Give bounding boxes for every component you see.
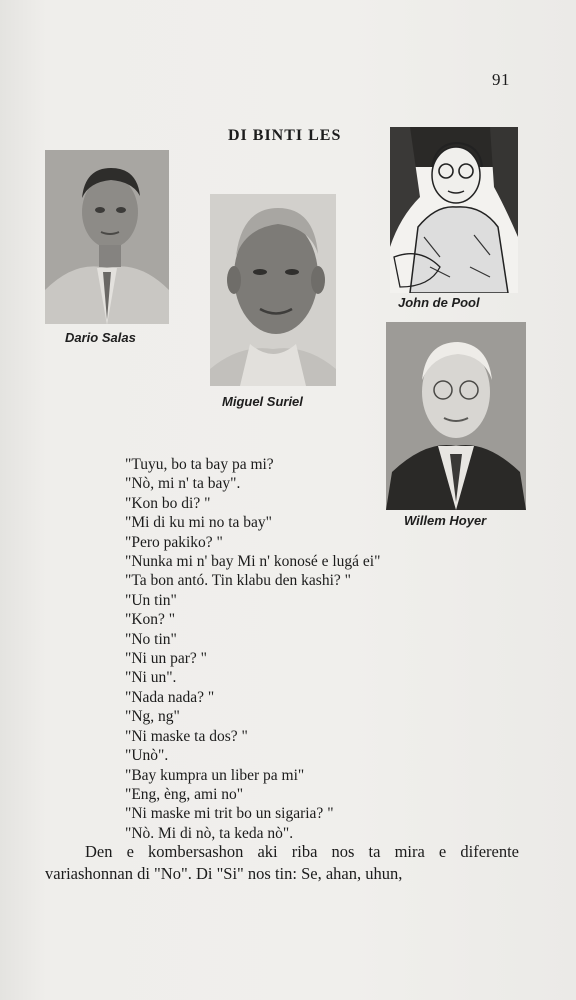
dialogue-line: "Unò". xyxy=(125,747,169,765)
dialogue-line: "Ta bon antó. Tin klabu den kashi? " xyxy=(125,572,351,590)
dialogue-line: "Nò. Mi di nò, ta keda nò". xyxy=(125,824,294,842)
dialogue-line: "Mi di ku mi no ta bay" xyxy=(125,514,272,532)
dialogue-list xyxy=(125,455,485,843)
portrait-john-de-pool xyxy=(390,127,518,293)
caption-dario-salas: Dario Salas xyxy=(65,330,136,345)
portrait-miguel-suriel xyxy=(210,194,336,386)
dialogue-line: "Tuyu, bo ta bay pa mi? xyxy=(125,456,274,473)
dialogue-line: "Ng, ng" xyxy=(125,708,180,726)
page-number: 91 xyxy=(492,70,510,89)
page-title: DI BINTI LES xyxy=(228,127,342,144)
dialogue-line: "Ni maske ta dos? " xyxy=(125,727,248,745)
dialogue-line: "Un tin" xyxy=(125,591,177,609)
caption-willem-hoyer: Willem Hoyer xyxy=(404,513,487,528)
dialogue-line: "Nò, mi n' ta bay". xyxy=(125,475,241,493)
dialogue-line: "No tin" xyxy=(125,630,177,648)
caption-miguel-suriel: Miguel Suriel xyxy=(222,394,303,409)
caption-john-de-pool: John de Pool xyxy=(398,295,480,310)
body-paragraph: Den e kombersashon aki riba nos ta mira e diferente variashonnan di "No". Di "Si" nos tin: Se, ahan, uhun, xyxy=(45,842,519,883)
dialogue-line: "Bay kumpra un liber pa mi" xyxy=(125,766,305,784)
dialogue-line: "Pero pakiko? " xyxy=(125,533,223,551)
dialogue-line: "Kon? " xyxy=(125,611,176,629)
dialogue-line: "Ni un". xyxy=(125,669,177,687)
dialogue-line: "Nunka mi n' bay Mi n' konosé e lugá ei" xyxy=(125,553,381,571)
dialogue-line: "Nada nada? " xyxy=(125,688,215,706)
dialogue-line: "Eng, èng, ami no" xyxy=(125,785,244,803)
portrait-dario-salas xyxy=(45,150,169,324)
dialogue-line: "Kon bo di? " xyxy=(125,494,211,512)
dialogue-line: "Ni un par? " xyxy=(125,650,207,668)
dialogue-line: "Ni maske mi trit bo un sigaria? " xyxy=(125,805,334,823)
